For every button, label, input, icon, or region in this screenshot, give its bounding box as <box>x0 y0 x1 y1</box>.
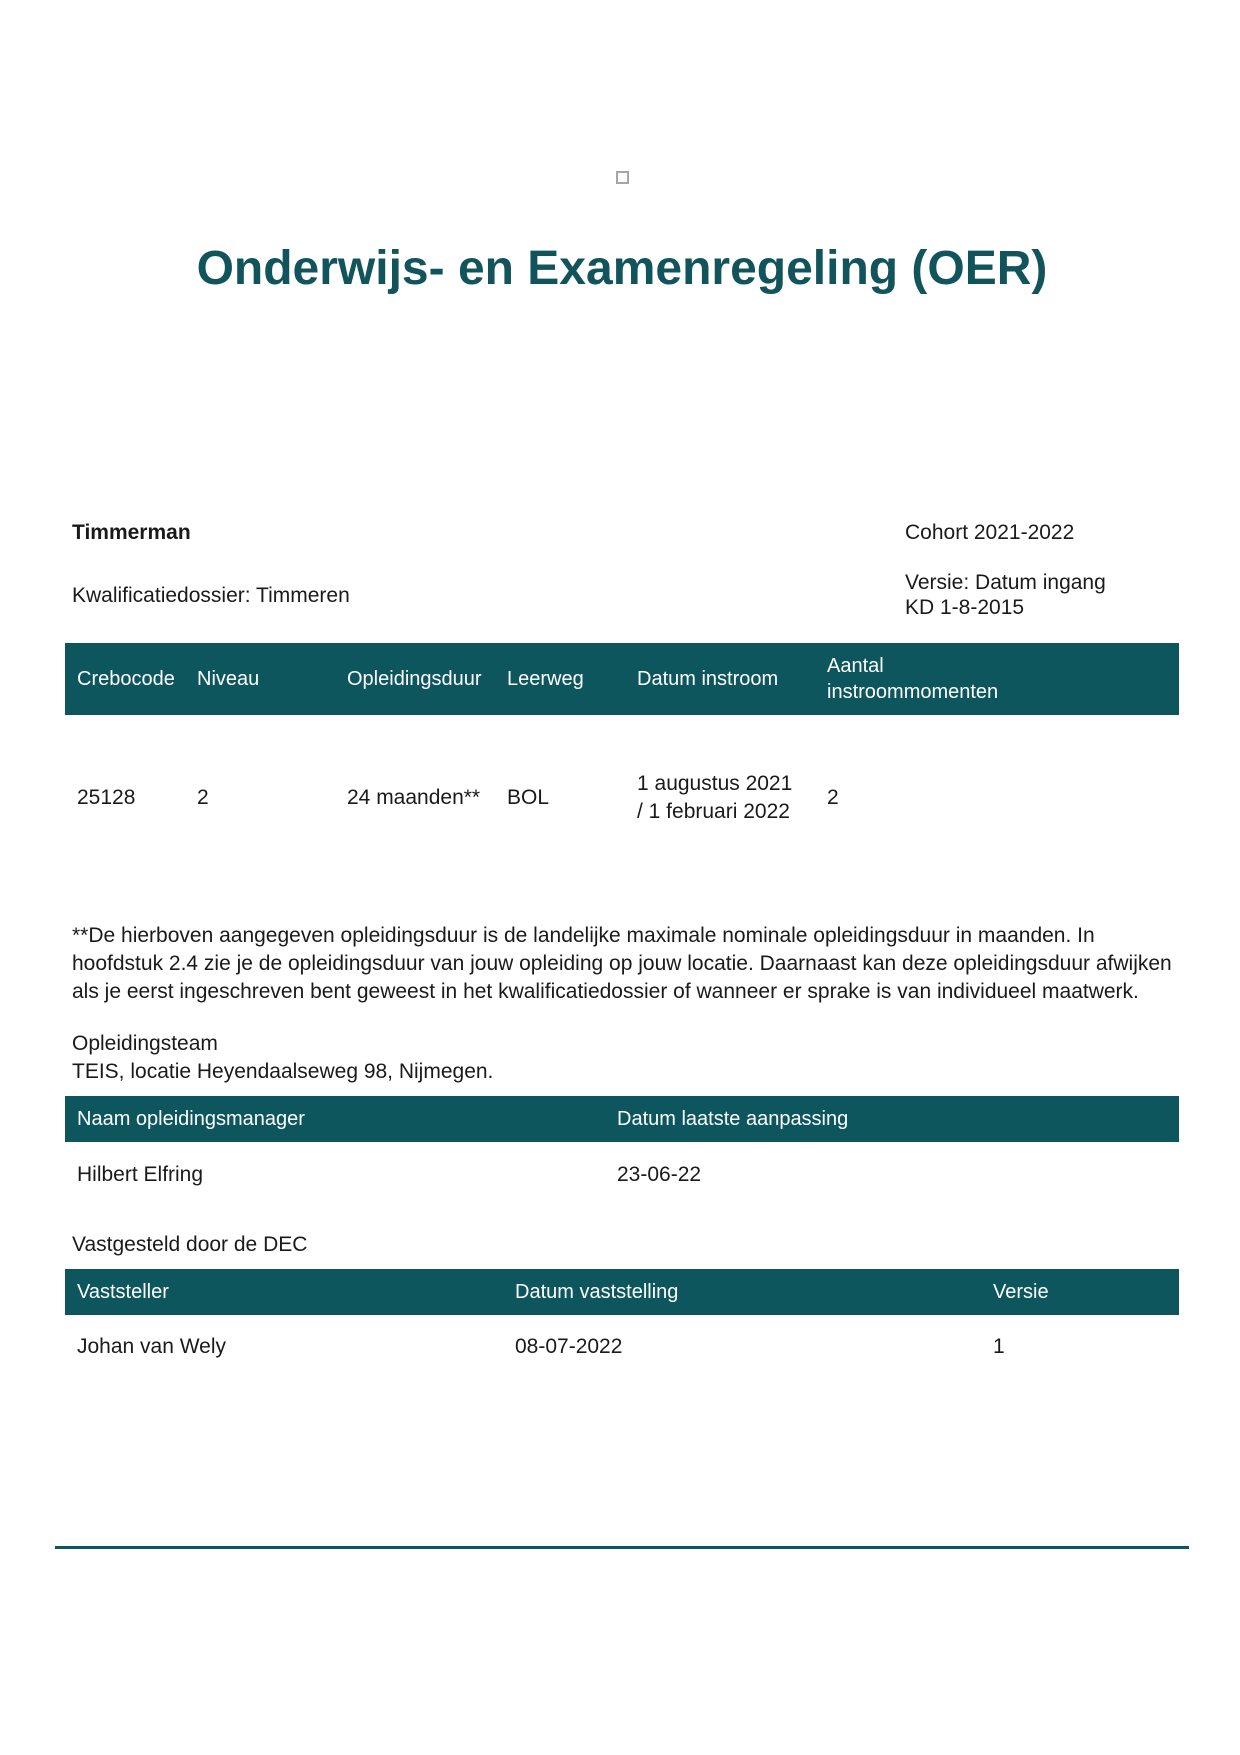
version-label: Versie: Datum ingang KD 1-8-2015 <box>905 571 1106 619</box>
team-label: Opleidingsteam <box>72 1032 218 1055</box>
approval-label: Vastgesteld door de DEC <box>72 1233 308 1256</box>
cell-last-change-date: 23-06-22 <box>617 1163 702 1186</box>
qualification-dossier: Kwalificatiedossier: Timmeren <box>72 584 350 607</box>
duration-footnote: **De hierboven aangegeven opleidingsduur is de landelijke maximale nominale opleidingsduur in maanden. In hoofdstuk 2.4 zie je de opleidingsduur van jouw opleiding op jouw locatie. Daarnaast kan deze opleidingsduur afwijken als je eerst ingeschreven bent geweest in het kwalificatiedossier of wanneer er sprake is van individueel maatwerk. <box>72 924 1172 1003</box>
cohort-label: Cohort 2021-2022 <box>905 521 1075 544</box>
manager-table-header-row <box>65 1096 1179 1142</box>
meta-left-column <box>72 520 905 608</box>
footer-divider <box>55 1546 1189 1549</box>
team-location: TEIS, locatie Heyendaalseweg 98, Nijmegen. <box>72 1060 494 1083</box>
team-section <box>72 1030 1172 1086</box>
cell-filler <box>1015 715 1179 874</box>
cell-crebocode: 25128 <box>77 786 136 809</box>
cell-approval-version: 1 <box>993 1335 1005 1358</box>
manager-table-row <box>65 1142 1179 1209</box>
cell-niveau: 2 <box>197 786 209 809</box>
cell-opleidingsduur: 24 maanden** <box>347 786 481 809</box>
approval-table-row <box>65 1315 1179 1381</box>
header-datum-laatste-aanpassing: Datum laatste aanpassing <box>605 1096 1179 1142</box>
approval-table-header-row <box>65 1269 1179 1315</box>
cell-approval-date: 08-07-2022 <box>515 1335 623 1358</box>
program-table <box>65 643 1179 874</box>
cell-datum-instroom: 1 augustus 2021 / 1 februari 2022 <box>637 772 793 823</box>
missing-image-placeholder-icon <box>616 171 629 184</box>
header-vaststeller: Vaststeller <box>65 1269 503 1315</box>
header-filler <box>1015 643 1179 715</box>
cell-leerweg: BOL <box>507 786 550 809</box>
meta-right-column <box>905 520 1140 620</box>
header-naam-opleidingsmanager: Naam opleidingsmanager <box>65 1096 605 1142</box>
header-opleidingsduur: Opleidingsduur <box>335 643 495 715</box>
cell-approver-name: Johan van Wely <box>77 1335 227 1358</box>
header-aantal-instroommomenten: Aantal instroommomenten <box>815 643 1015 715</box>
header-niveau: Niveau <box>185 643 335 715</box>
cell-manager-name: Hilbert Elfring <box>77 1163 204 1186</box>
header-datum-instroom: Datum instroom <box>625 643 815 715</box>
meta-section <box>72 520 1172 620</box>
header-leerweg: Leerweg <box>495 643 625 715</box>
program-name: Timmerman <box>72 521 191 544</box>
header-crebocode: Crebocode <box>65 643 185 715</box>
program-table-header-row <box>65 643 1179 715</box>
cell-aantal-instroommomenten: 2 <box>827 786 839 809</box>
approval-table <box>65 1269 1179 1381</box>
manager-table <box>65 1096 1179 1209</box>
header-datum-vaststelling: Datum vaststelling <box>503 1269 981 1315</box>
header-versie: Versie <box>981 1269 1179 1315</box>
program-table-row <box>65 715 1179 874</box>
page-title: Onderwijs- en Examenregeling (OER) <box>196 242 1048 295</box>
logo-row <box>72 0 1172 184</box>
